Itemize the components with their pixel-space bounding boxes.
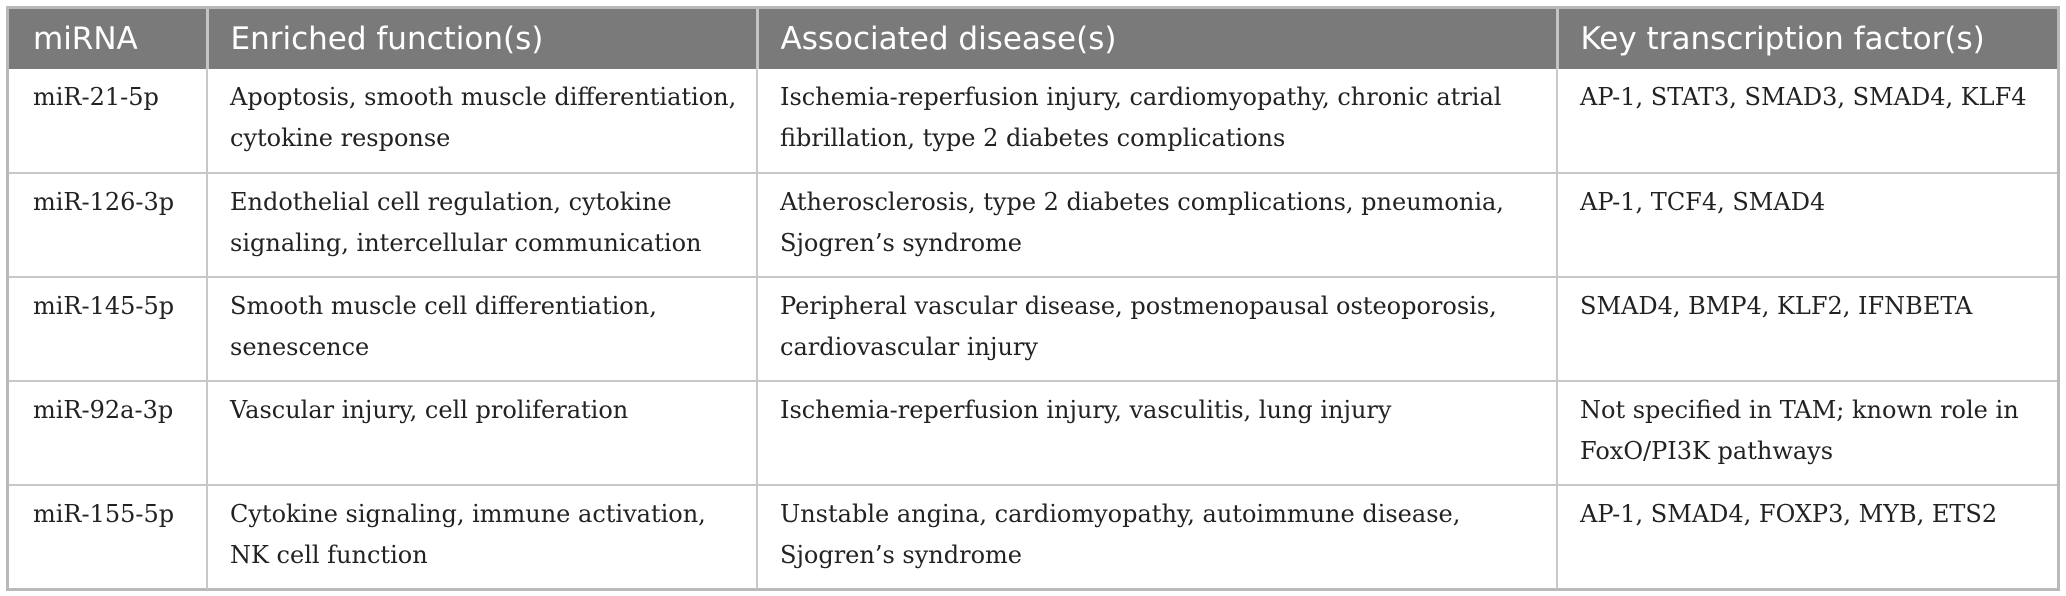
cell-associated-disease: Ischemia-reperfusion injury, cardiomyopathy, chronic atrial fibrillation, type 2 diabetes complications bbox=[757, 69, 1557, 173]
cell-enriched-function: Apoptosis, smooth muscle differentiation, cytokine response bbox=[207, 69, 757, 173]
table-row bbox=[9, 69, 2057, 173]
header-mirna: miRNA bbox=[33, 21, 138, 57]
cell-associated-disease: Ischemia-reperfusion injury, vasculitis, lung injury bbox=[757, 381, 1557, 485]
table-row bbox=[9, 485, 2057, 589]
cell-associated-disease: Unstable angina, cardiomyopathy, autoimmune disease, Sjogren’s syndrome bbox=[757, 485, 1557, 589]
cell-mirna: miR-92a-3p bbox=[9, 381, 207, 485]
table-header bbox=[9, 9, 2057, 69]
cell-associated-disease: Atherosclerosis, type 2 diabetes complications, pneumonia, Sjogren’s syndrome bbox=[757, 173, 1557, 277]
table-body bbox=[9, 69, 2057, 589]
cell-enriched-function: Endothelial cell regulation, cytokine signaling, intercellular communication bbox=[207, 173, 757, 277]
cell-transcription-factor: AP-1, TCF4, SMAD4 bbox=[1557, 173, 2057, 277]
mirna-table-container bbox=[6, 6, 2060, 591]
cell-mirna: miR-145-5p bbox=[9, 277, 207, 381]
table-row bbox=[9, 173, 2057, 277]
table-row bbox=[9, 277, 2057, 381]
cell-mirna: miR-126-3p bbox=[9, 173, 207, 277]
cell-enriched-function: Cytokine signaling, immune activation, NK cell function bbox=[207, 485, 757, 589]
header-key-transcription-factors: Key transcription factor(s) bbox=[1557, 9, 2057, 69]
cell-associated-disease: Peripheral vascular disease, postmenopausal osteoporosis, cardiovascular injury bbox=[757, 277, 1557, 381]
cell-mirna: miR-155-5p bbox=[9, 485, 207, 589]
header-associated-diseases: Associated disease(s) bbox=[757, 9, 1557, 69]
header-enriched-functions: Enriched function(s) bbox=[207, 9, 757, 69]
table-row bbox=[9, 381, 2057, 485]
cell-transcription-factor: SMAD4, BMP4, KLF2, IFNBETA bbox=[1557, 277, 2057, 381]
cell-enriched-function: Smooth muscle cell differentiation, senescence bbox=[207, 277, 757, 381]
header-row bbox=[9, 9, 2057, 69]
cell-transcription-factor: AP-1, SMAD4, FOXP3, MYB, ETS2 bbox=[1557, 485, 2057, 589]
mirna-table bbox=[9, 9, 2057, 589]
cell-transcription-factor: AP-1, STAT3, SMAD3, SMAD4, KLF4 bbox=[1557, 69, 2057, 173]
cell-enriched-function: Vascular injury, cell proliferation bbox=[207, 381, 757, 485]
cell-transcription-factor: Not specified in TAM; known role in FoxO/PI3K pathways bbox=[1557, 381, 2057, 485]
cell-mirna: miR-21-5p bbox=[33, 83, 159, 111]
